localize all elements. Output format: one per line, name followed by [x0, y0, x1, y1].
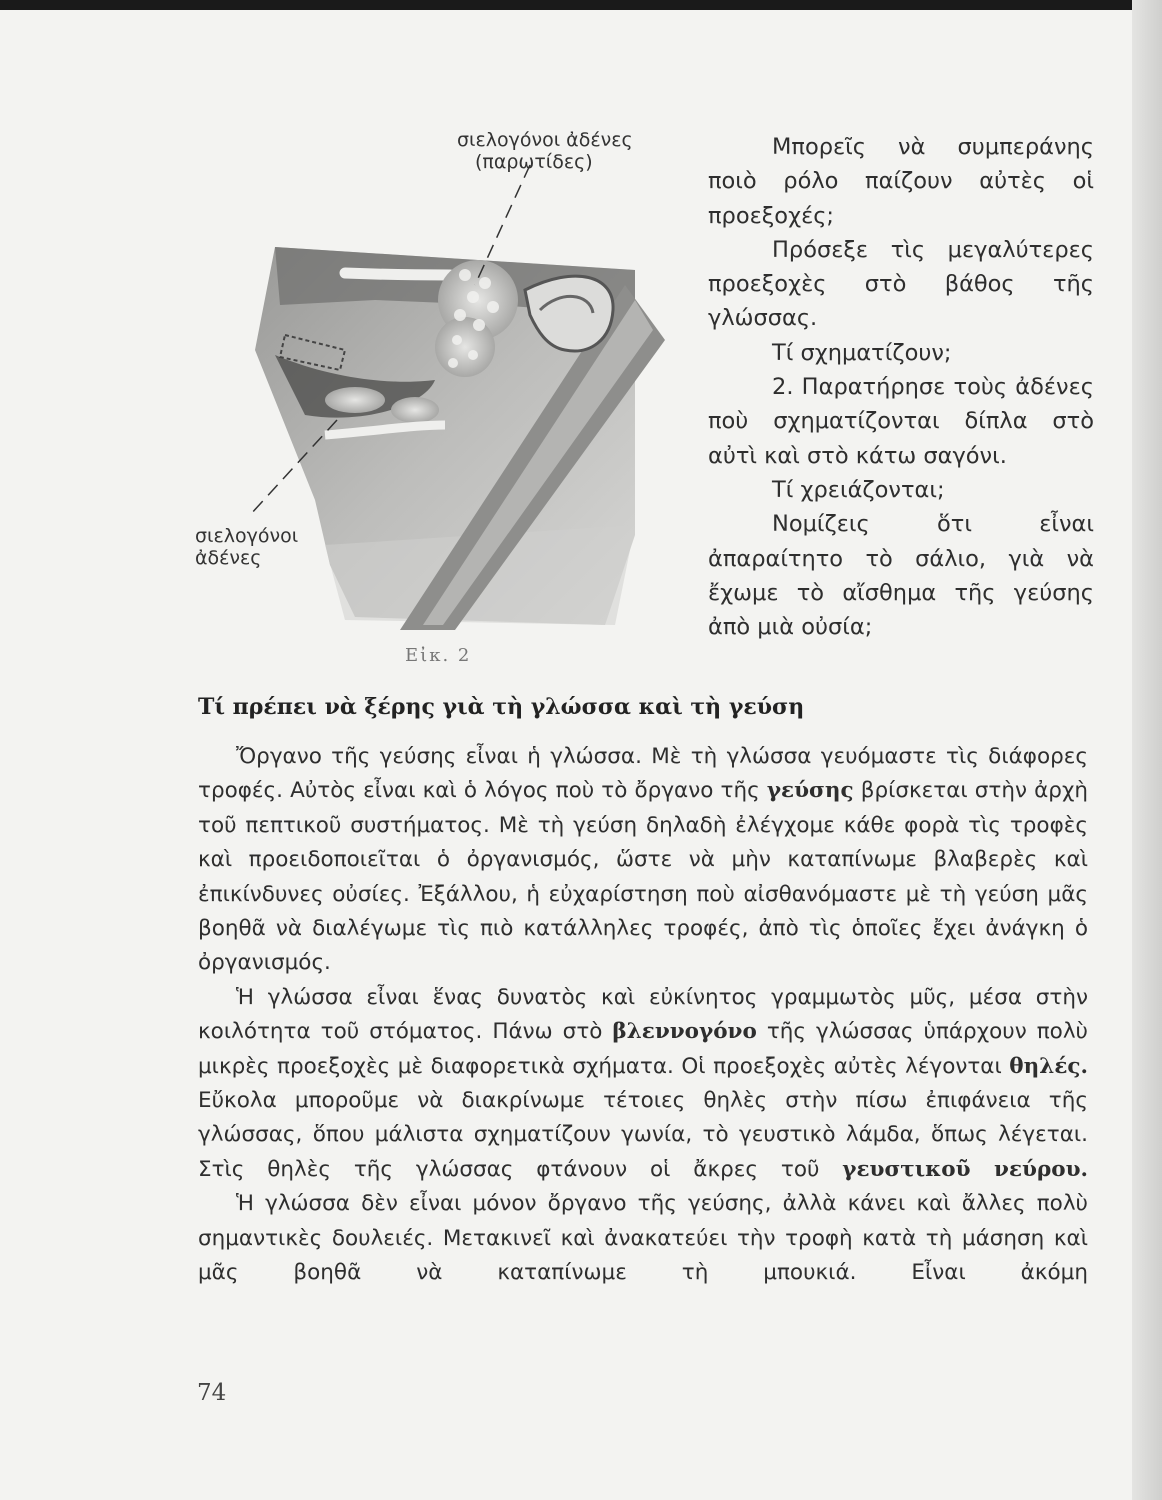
section-heading: Τί πρέπει νὰ ξέρης γιὰ τὴ γλώσσα καὶ τὴ γεύση [198, 694, 805, 720]
anatomy-figure [195, 125, 695, 675]
bold-term: γευστικοῦ νεύρου. [842, 1156, 1088, 1182]
scan-top-edge [0, 0, 1162, 10]
figure-label-top-line2: (παρωτίδες) [475, 151, 593, 173]
figure-caption: Εἰκ. 2 [405, 645, 472, 666]
text-run: τῆς γλώσσας ὑπάρχουν πολὺ μικρὲς προεξοχὲς μὲ διαφορετικὰ σχήματα. Οἱ προεξοχὲς αὐτὲς λέγονται [198, 1019, 1088, 1079]
text-run: Εὔκολα μποροῦμε νὰ διακρίνωμε τέτοιες θηλὲς στὴν πίσω ἐπιφάνεια τῆς γλώσσας, ὅπου μάλιστα σχηματίζουν γωνία, τὸ γευστικὸ λάμδα, ὅπως λέγεται. Στὶς θηλὲς τῆς γλώσσας φτάνουν οἱ ἄκρες τοῦ [198, 1088, 1088, 1182]
figure-label-salivary [195, 525, 298, 569]
side-paragraph: Νομίζεις ὅτι εἶναι ἀπαραίτητο τὸ σάλιο, γιὰ νὰ ἔχωμε τὸ αἴσθημα τῆς γεύσης ἀπὸ μιὰ οὐσία; [708, 511, 1094, 641]
salivary-glands-illustration [195, 125, 695, 675]
sublingual-gland [391, 397, 439, 423]
text-run: Ἡ γλώσσα εἶναι ἕνας δυνατὸς καὶ εὐκίνητος γραμμωτὸς μῦς, μέσα στὴν κοιλότητα τοῦ στόματος. Πάνω στὸ [198, 984, 1088, 1045]
text-run: βρίσκεται στὴν ἀρχὴ τοῦ πεπτικοῦ συστήματος. Μὲ τὴ γεύση δηλαδὴ ἐλέγχομε κάθε φορὰ τὶς τροφὲς καὶ προειδοποιεῖται ὁ ὀργανισμός, ὥστε νὰ μὴν καταπίνωμε βλαβερὲς καὶ ἐπικίνδυνες οὐσίες. Ἐξάλλου, ἡ εὐχαρίστηση ποὺ αἰσθανόμαστε μὲ τὴ γεύση μᾶς βοηθᾶ νὰ διαλέγωμε τὶς πιὸ κατάλληλες τροφές, ἀπὸ τὶς ὁποῖες ἔχει ἀνάγκη ὁ ὀργανισμός. [198, 778, 1088, 976]
page-number: 74 [197, 1380, 227, 1406]
text-run: Ὄργανο τῆς γεύσης εἶναι ἡ γλώσσα. Μὲ τὴ γλώσσα γευόμαστε τὶς διάφορες τροφές. Αὐτὸς εἶναι καὶ ὁ λόγος ποὺ τὸ ὄργανο τῆς [198, 744, 1088, 804]
figure-label-bottom-line2: ἀδένες [195, 547, 262, 569]
parotid-duct [345, 273, 450, 275]
scan-right-edge [1132, 0, 1162, 1500]
side-questions [708, 130, 1094, 644]
body-text [198, 740, 1088, 1291]
body-paragraph [198, 981, 1088, 1187]
side-paragraph: Μπορεῖς νὰ συμπεράνης ποιὸ ρόλο παίζουν αὐτὲς οἱ προεξοχές; [708, 134, 1094, 229]
side-paragraph: Τί χρειάζονται; [772, 476, 945, 503]
parotid-gland-lower [435, 317, 495, 377]
figure-label-bottom-line1: σιελογόνοι [195, 525, 299, 547]
body-paragraph: Ἡ γλώσσα δὲν εἶναι μόνον ὄργανο τῆς γεύσης, ἀλλὰ κάνει καὶ ἄλλες πολὺ σημαντικὲς δουλειές. Μετακινεῖ καὶ ἀνακατεύει τὴν τροφὴ κατὰ τὴ μάσηση καὶ μᾶς βοηθᾶ νὰ καταπίνωμε τὴ μπουκιά. Εἶναι ἀκόμη [198, 1191, 1088, 1286]
bold-term: θηλές. [1009, 1053, 1088, 1079]
figure-label-parotid [457, 129, 633, 173]
body-paragraph [198, 740, 1088, 981]
side-paragraph: Πρόσεξε τὶς μεγαλύτερες προεξοχὲς στὸ βάθος τῆς γλώσσας. [708, 236, 1094, 332]
side-paragraph: Τί σχηματίζουν; [772, 339, 952, 366]
bold-term: βλεννογόνο [612, 1019, 757, 1045]
side-paragraph: 2. Παρατήρησε τοὺς ἀδένες ποὺ σχηματίζονται δίπλα στὸ αὐτὶ καὶ στὸ κάτω σαγόνι. [708, 374, 1094, 469]
bold-term: γεύσης [766, 778, 854, 804]
figure-label-top-line1: σιελογόνοι ἀδένες [457, 129, 633, 151]
submandibular-gland [325, 387, 385, 413]
